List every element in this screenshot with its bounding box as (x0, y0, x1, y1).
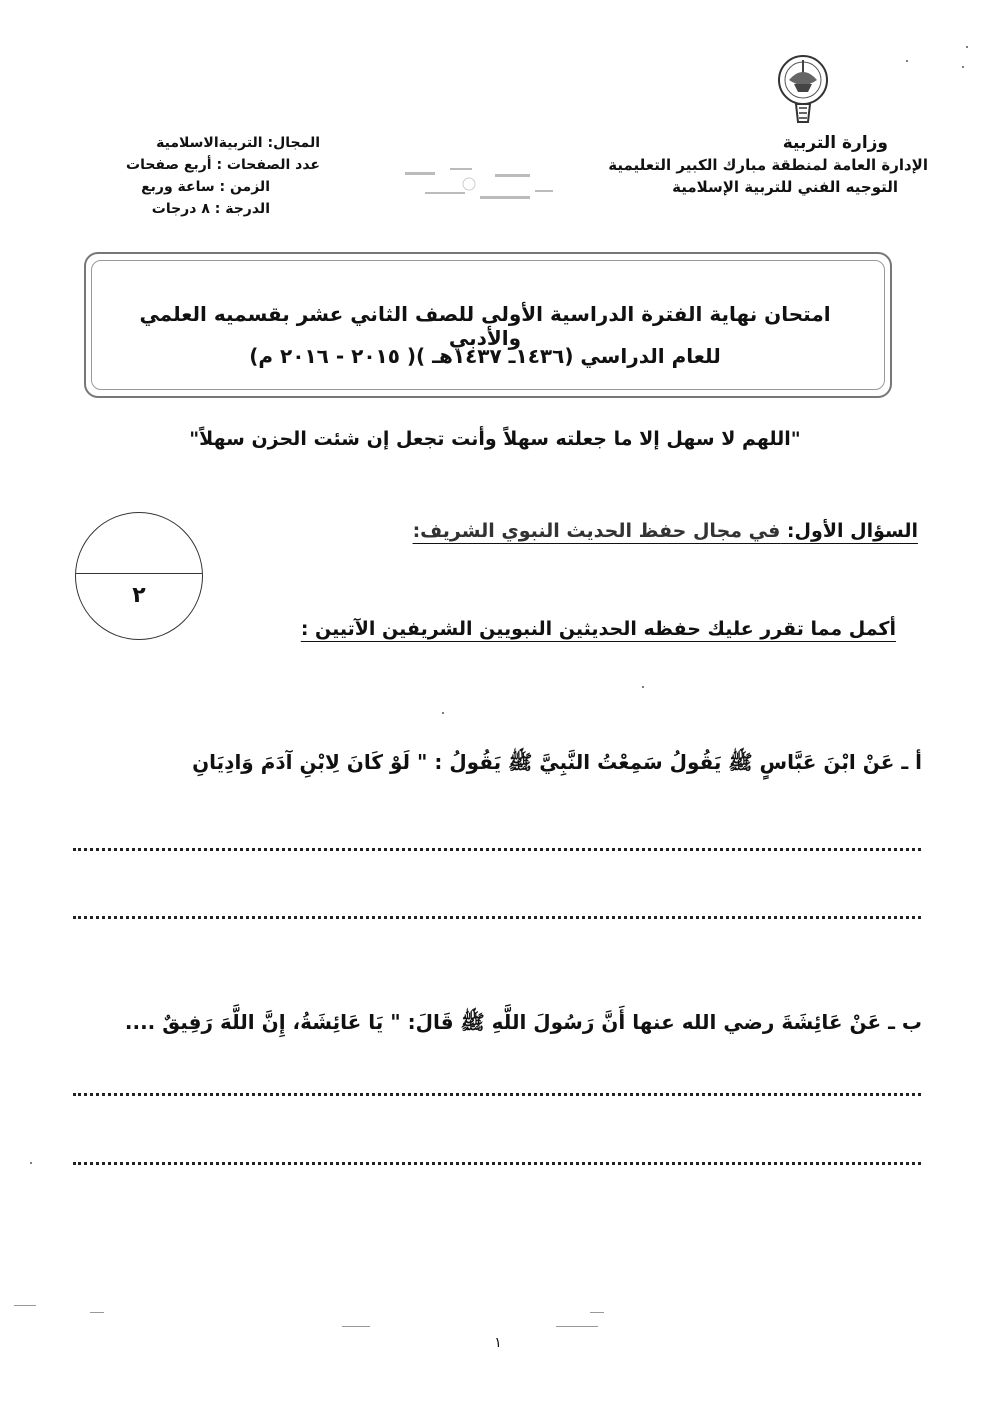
directorate-name: الإدارة العامة لمنطقة مبارك الكبير التعليمية (608, 156, 928, 174)
hadith-b-prompt: ب ـ عَنْ عَائِشَةَ رضي الله عنها أَنَّ رَسُولَ اللَّهِ ﷺ قَالَ: " يَا عَائِشَةُ، إِنَّ اللَّهَ رَفِيقٌ .... (124, 1010, 922, 1034)
question-1-instruction: أكمل مما تقرر عليك حفظه الحديثين النبويين الشريفين الآتيين : (300, 618, 896, 640)
exam-info (70, 132, 320, 220)
kuwait-emblem-icon (772, 50, 834, 130)
scan-mark (590, 1312, 604, 1313)
answer-line-a2[interactable] (73, 916, 921, 919)
scan-speck (642, 686, 644, 688)
hadith-a-prompt: أ ـ عَنْ ابْنَ عَبَّاسٍ ﷺ يَقُولُ سَمِعْتُ النَّبِيَّ ﷺ يَقُولُ : " لَوْ كَانَ لِابْنِ آدَمَ وَادِيَانِ (192, 750, 922, 774)
exam-pages: عدد الصفحات : أربع صفحات (126, 157, 320, 173)
scan-speck (906, 60, 908, 62)
scan-mark (556, 1326, 598, 1327)
page-number: ١ (494, 1335, 502, 1351)
academic-year: للعام الدراسي (١٤٣٦ـ ١٤٣٧هـ )( ٢٠١٥ - ٢٠١٦ م) (249, 344, 721, 368)
scan-speck (962, 66, 964, 68)
scan-mark (90, 1312, 104, 1313)
school-header (568, 132, 928, 198)
exam-title: امتحان نهاية الفترة الدراسية الأولى للصف الثاني عشر بقسميه العلمي والأدبي (139, 302, 831, 350)
supervision-name: التوجيه الفني للتربية الإسلامية (672, 178, 898, 196)
exam-field: المجال: التربيةالاسلامية (156, 135, 320, 151)
ministry-name: وزارة التربية (782, 133, 888, 153)
opening-dua: "اللهم لا سهل إلا ما جعلته سهلاً وأنت تجعل إن شئت الحزن سهلاً" (189, 428, 801, 450)
exam-time: الزمن : ساعة وربع (141, 179, 270, 195)
answer-line-b2[interactable] (73, 1162, 921, 1165)
scan-mark (342, 1326, 370, 1327)
question-1-heading (413, 520, 918, 542)
scan-speck (966, 46, 968, 48)
score-circle (75, 512, 203, 640)
question-1-label: السؤال الأول: (780, 520, 918, 542)
exam-grade: الدرجة : ٨ درجات (151, 201, 270, 217)
answer-line-b1[interactable] (73, 1093, 921, 1096)
question-1-score: ٢ (132, 583, 146, 608)
scan-mark (14, 1305, 36, 1306)
score-divider (76, 573, 202, 574)
answer-line-a1[interactable] (73, 848, 921, 851)
scan-speck (30, 1162, 32, 1164)
scan-speck (442, 712, 444, 714)
faint-stamp-icon (395, 162, 565, 217)
question-1-topic: في مجال حفظ الحديث النبوي الشريف: (412, 520, 781, 542)
